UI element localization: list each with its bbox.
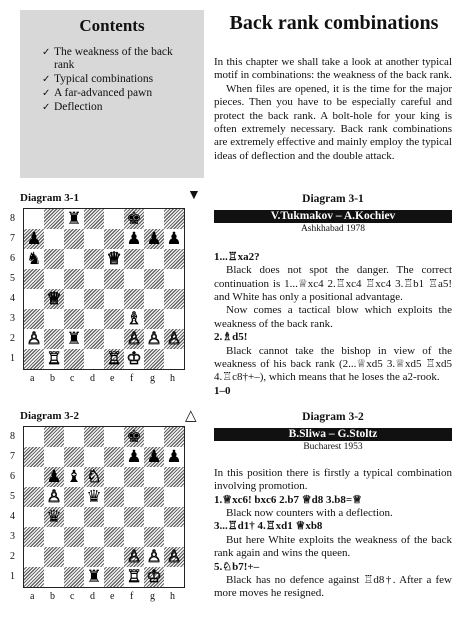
chess-piece-icon: ♙ — [26, 329, 42, 349]
diagram-2-label: Diagram 3-2 — [20, 410, 79, 422]
board-square — [164, 527, 184, 547]
board-square — [144, 467, 164, 487]
board-square — [164, 209, 184, 229]
chess-piece-icon: ♖ — [126, 567, 142, 587]
board-square — [64, 309, 84, 329]
intro-paragraph: When files are opened, it is the time for the major pieces. Then you have to be especially careful and protect the back rank. A bolt-hole for your king is often extremely necessary. Back rank combinations are extremely effective and mainly employ the typical ideas of deflection and the double attack. — [214, 82, 452, 162]
board-square — [44, 309, 64, 329]
board-square — [124, 229, 144, 249]
board-square — [84, 329, 104, 349]
file-label: b — [50, 591, 55, 602]
board-square — [104, 289, 124, 309]
chess-piece-icon: ♞ — [26, 249, 42, 269]
rank-label: 6 — [10, 471, 15, 482]
board-square — [124, 487, 144, 507]
board-square — [44, 507, 64, 527]
comment: Black has no defence against ♖d8†. After a few more moves he resigned. — [214, 574, 452, 600]
chess-piece-icon: ♟ — [126, 447, 142, 467]
file-label: e — [110, 591, 115, 602]
chess-piece-icon: ♔ — [146, 567, 162, 587]
intro-paragraph: In this chapter we shall take a look at another typical motif in combinations: the weakness of the back rank. — [214, 56, 452, 82]
move-line: 2.♗d5! — [214, 331, 248, 344]
board-square — [164, 249, 184, 269]
board-square — [24, 349, 44, 369]
file-label: h — [170, 373, 175, 384]
chess-piece-icon: ♙ — [126, 329, 142, 349]
diagram-2-text — [214, 411, 452, 601]
chess-piece-icon: ♛ — [46, 507, 62, 527]
board-square — [144, 427, 164, 447]
board-square — [64, 229, 84, 249]
players-label: B.Sliwa – G.Stoltz — [270, 428, 396, 441]
rank-label: 7 — [10, 233, 15, 244]
board-square — [124, 349, 144, 369]
rank-label: 5 — [10, 273, 15, 284]
board-square — [164, 447, 184, 467]
contents-title: Contents — [79, 16, 145, 35]
board-square — [84, 229, 104, 249]
file-label: a — [30, 373, 35, 384]
board-square — [164, 507, 184, 527]
game-header-bar — [214, 210, 452, 223]
rank-label: 1 — [10, 571, 15, 582]
comment: Black now counters with a deflection. — [226, 507, 393, 520]
board-square — [84, 507, 104, 527]
file-label: c — [70, 591, 75, 602]
rank-label: 3 — [10, 313, 15, 324]
board-square — [84, 269, 104, 289]
board-square — [24, 547, 44, 567]
board-square — [84, 447, 104, 467]
board-square — [124, 289, 144, 309]
file-label: d — [90, 591, 95, 602]
file-label: f — [130, 591, 134, 602]
board-square — [104, 249, 124, 269]
board-square — [64, 447, 84, 467]
chapter-title: Back rank combinations — [229, 12, 439, 34]
board-square — [104, 447, 124, 467]
chess-piece-icon: ♜ — [86, 567, 102, 587]
intro-text — [214, 56, 452, 163]
board-square — [64, 289, 84, 309]
board-square — [24, 447, 44, 467]
board-square — [124, 269, 144, 289]
board-square — [164, 547, 184, 567]
board-square — [124, 507, 144, 527]
board-square — [164, 427, 184, 447]
players-label: V.Tukmakov – A.Kochiev — [270, 210, 396, 223]
chess-piece-icon: ♔ — [126, 349, 142, 369]
board-square — [164, 309, 184, 329]
board-square — [24, 309, 44, 329]
diagram-1-heading: Diagram 3-1 — [302, 193, 364, 205]
board-square — [84, 527, 104, 547]
board-square — [84, 209, 104, 229]
board-square — [104, 507, 124, 527]
board-square — [44, 329, 64, 349]
event-label: Bucharest 1953 — [303, 442, 363, 453]
board-square — [164, 467, 184, 487]
board-square — [124, 467, 144, 487]
board-square — [124, 249, 144, 269]
file-label: g — [150, 373, 155, 384]
white-to-move-icon: △ — [185, 408, 197, 424]
board-square — [164, 487, 184, 507]
board-square — [144, 527, 164, 547]
contents-item: ✓ Typical combinations — [44, 73, 194, 86]
board-square — [44, 547, 64, 567]
file-label: e — [110, 373, 115, 384]
board-square — [124, 547, 144, 567]
board-square — [84, 487, 104, 507]
diagram-1-label: Diagram 3-1 — [20, 192, 79, 204]
board-square — [164, 567, 184, 587]
chess-piece-icon: ♕ — [46, 289, 62, 309]
chess-piece-icon: ♜ — [66, 329, 82, 349]
contents-box — [20, 10, 204, 178]
file-label: d — [90, 373, 95, 384]
board-square — [104, 329, 124, 349]
board-square — [24, 467, 44, 487]
rank-label: 7 — [10, 451, 15, 462]
board-square — [84, 427, 104, 447]
chess-piece-icon: ♚ — [126, 427, 142, 447]
chess-piece-icon: ♟ — [46, 467, 62, 487]
board-square — [104, 527, 124, 547]
board-square — [44, 527, 64, 547]
rank-label: 2 — [10, 333, 15, 344]
file-label: c — [70, 373, 75, 384]
board-square — [144, 229, 164, 249]
board-square — [44, 349, 64, 369]
board-square — [124, 527, 144, 547]
chess-piece-icon: ♙ — [146, 547, 162, 567]
board-square — [24, 269, 44, 289]
chess-piece-icon: ♜ — [66, 209, 82, 229]
board-square — [24, 209, 44, 229]
chess-piece-icon: ♟ — [26, 229, 42, 249]
board-square — [44, 229, 64, 249]
chess-piece-icon: ♝ — [66, 467, 82, 487]
chess-piece-icon: ♙ — [126, 547, 142, 567]
move-line: 5.♘b7!+– — [214, 560, 260, 573]
board-square — [64, 527, 84, 547]
chess-piece-icon: ♚ — [126, 209, 142, 229]
board-square — [44, 289, 64, 309]
board-square — [104, 487, 124, 507]
rank-label: 2 — [10, 551, 15, 562]
board-square — [64, 249, 84, 269]
board-square — [44, 269, 64, 289]
board-square — [104, 467, 124, 487]
file-label: f — [130, 373, 134, 384]
board-square — [64, 209, 84, 229]
event-label: Ashkhabad 1978 — [300, 224, 366, 235]
board-square — [164, 329, 184, 349]
board-square — [24, 567, 44, 587]
chess-piece-icon: ♙ — [146, 329, 162, 349]
board-square — [64, 507, 84, 527]
board-square — [104, 309, 124, 329]
rank-label: 8 — [10, 213, 15, 224]
board-square — [104, 349, 124, 369]
board-square — [144, 507, 164, 527]
comment: But here White exploits the weakness of the back rank again and wins the queen. — [214, 533, 452, 560]
board-square — [144, 209, 164, 229]
file-label: a — [30, 591, 35, 602]
board-square — [84, 467, 104, 487]
chess-piece-icon: ♕ — [106, 249, 122, 269]
board-square — [64, 487, 84, 507]
diagram-2-heading: Diagram 3-2 — [302, 411, 364, 423]
board-square — [124, 209, 144, 229]
chess-piece-icon: ♙ — [166, 329, 182, 349]
board-square — [104, 209, 124, 229]
board-square — [124, 427, 144, 447]
board-square — [24, 329, 44, 349]
chess-piece-icon: ♗ — [126, 309, 142, 329]
board-square — [64, 427, 84, 447]
board-square — [84, 289, 104, 309]
chess-piece-icon: ♙ — [46, 487, 62, 507]
board-square — [64, 269, 84, 289]
file-label: b — [50, 373, 55, 384]
contents-item: ✓ Deflection — [44, 101, 194, 114]
board-square — [164, 229, 184, 249]
chess-piece-icon: ♟ — [126, 229, 142, 249]
board-square — [84, 249, 104, 269]
board-square — [144, 269, 164, 289]
board-square — [104, 427, 124, 447]
board-square — [64, 329, 84, 349]
board-square — [84, 309, 104, 329]
board-square — [24, 487, 44, 507]
board-square — [144, 487, 164, 507]
diagram-1-text — [214, 193, 452, 398]
rank-label: 8 — [10, 431, 15, 442]
board-square — [124, 309, 144, 329]
rank-label: 4 — [10, 293, 15, 304]
rank-label: 5 — [10, 491, 15, 502]
board-square — [24, 527, 44, 547]
file-label: h — [170, 591, 175, 602]
chess-piece-icon: ♘ — [86, 467, 102, 487]
rank-label: 6 — [10, 253, 15, 264]
game-header-bar — [214, 428, 452, 441]
board-square — [144, 547, 164, 567]
board-square — [84, 567, 104, 587]
board-square — [44, 467, 64, 487]
board-square — [24, 249, 44, 269]
board-square — [24, 427, 44, 447]
board-square — [124, 567, 144, 587]
contents-item: ✓ The weakness of the back rank — [44, 46, 194, 72]
comment: In this position there is firstly a typical combination involving promotion. — [214, 466, 452, 493]
chess-piece-icon: ♟ — [146, 229, 162, 249]
board-square — [44, 487, 64, 507]
board-square — [84, 349, 104, 369]
board-square — [144, 249, 164, 269]
board-square — [144, 567, 164, 587]
board-square — [104, 567, 124, 587]
chess-piece-icon: ♛ — [86, 487, 102, 507]
move-line: 1...♖xa2? — [214, 250, 260, 263]
board-square — [44, 567, 64, 587]
board-square — [64, 467, 84, 487]
rank-label: 1 — [10, 353, 15, 364]
board-square — [144, 349, 164, 369]
board-square — [144, 309, 164, 329]
file-label: g — [150, 591, 155, 602]
board-square — [64, 547, 84, 567]
chess-piece-icon: ♙ — [166, 547, 182, 567]
board-square — [44, 447, 64, 467]
comment: Black does not spot the danger. The correct continuation is 1...♕xc4 2.♖xc4 ♖xc4 3.♖b1 ♖a5! and White has only a positional advantage. — [214, 264, 452, 304]
board-square — [124, 329, 144, 349]
board-square — [104, 269, 124, 289]
move-line: 3...♖d1† 4.♖xd1 ♕xb8 — [214, 520, 323, 533]
board-square — [24, 229, 44, 249]
result: 1–0 — [214, 384, 231, 397]
contents-item: ✓ A far-advanced pawn — [44, 87, 194, 100]
board-square — [144, 447, 164, 467]
rank-label: 3 — [10, 531, 15, 542]
board-square — [164, 269, 184, 289]
chess-piece-icon: ♟ — [146, 447, 162, 467]
rank-label: 4 — [10, 511, 15, 522]
board-square — [124, 447, 144, 467]
board-square — [44, 209, 64, 229]
board-square — [64, 349, 84, 369]
board-square — [24, 507, 44, 527]
board-square — [44, 427, 64, 447]
board-square — [164, 349, 184, 369]
chess-piece-icon: ♟ — [166, 447, 182, 467]
board-square — [24, 289, 44, 309]
board-square — [84, 547, 104, 567]
board-square — [44, 249, 64, 269]
chessboard-1 — [23, 208, 185, 370]
chess-piece-icon: ♖ — [46, 349, 62, 369]
board-square — [144, 329, 164, 349]
board-square — [164, 289, 184, 309]
board-square — [104, 547, 124, 567]
contents-list — [30, 46, 194, 114]
move-line: 1.♕xc6! bxc6 2.b7 ♕d8 3.b8=♕ — [214, 493, 363, 506]
black-to-move-icon: ▼ — [187, 188, 201, 203]
chess-piece-icon: ♖ — [106, 349, 122, 369]
comment: Now comes a tactical blow which exploits the weakness of the back rank. — [214, 304, 452, 330]
board-square — [144, 289, 164, 309]
chess-piece-icon: ♟ — [166, 229, 182, 249]
comment: Black cannot take the bishop in view of the weakness of his back rank (2...♕xd5 3.♕xd5 ♖xd5 4.♖c8†+–), which means that he loses the a2-rook. — [214, 344, 452, 384]
board-square — [64, 567, 84, 587]
board-square — [104, 229, 124, 249]
chessboard-2 — [23, 426, 185, 588]
